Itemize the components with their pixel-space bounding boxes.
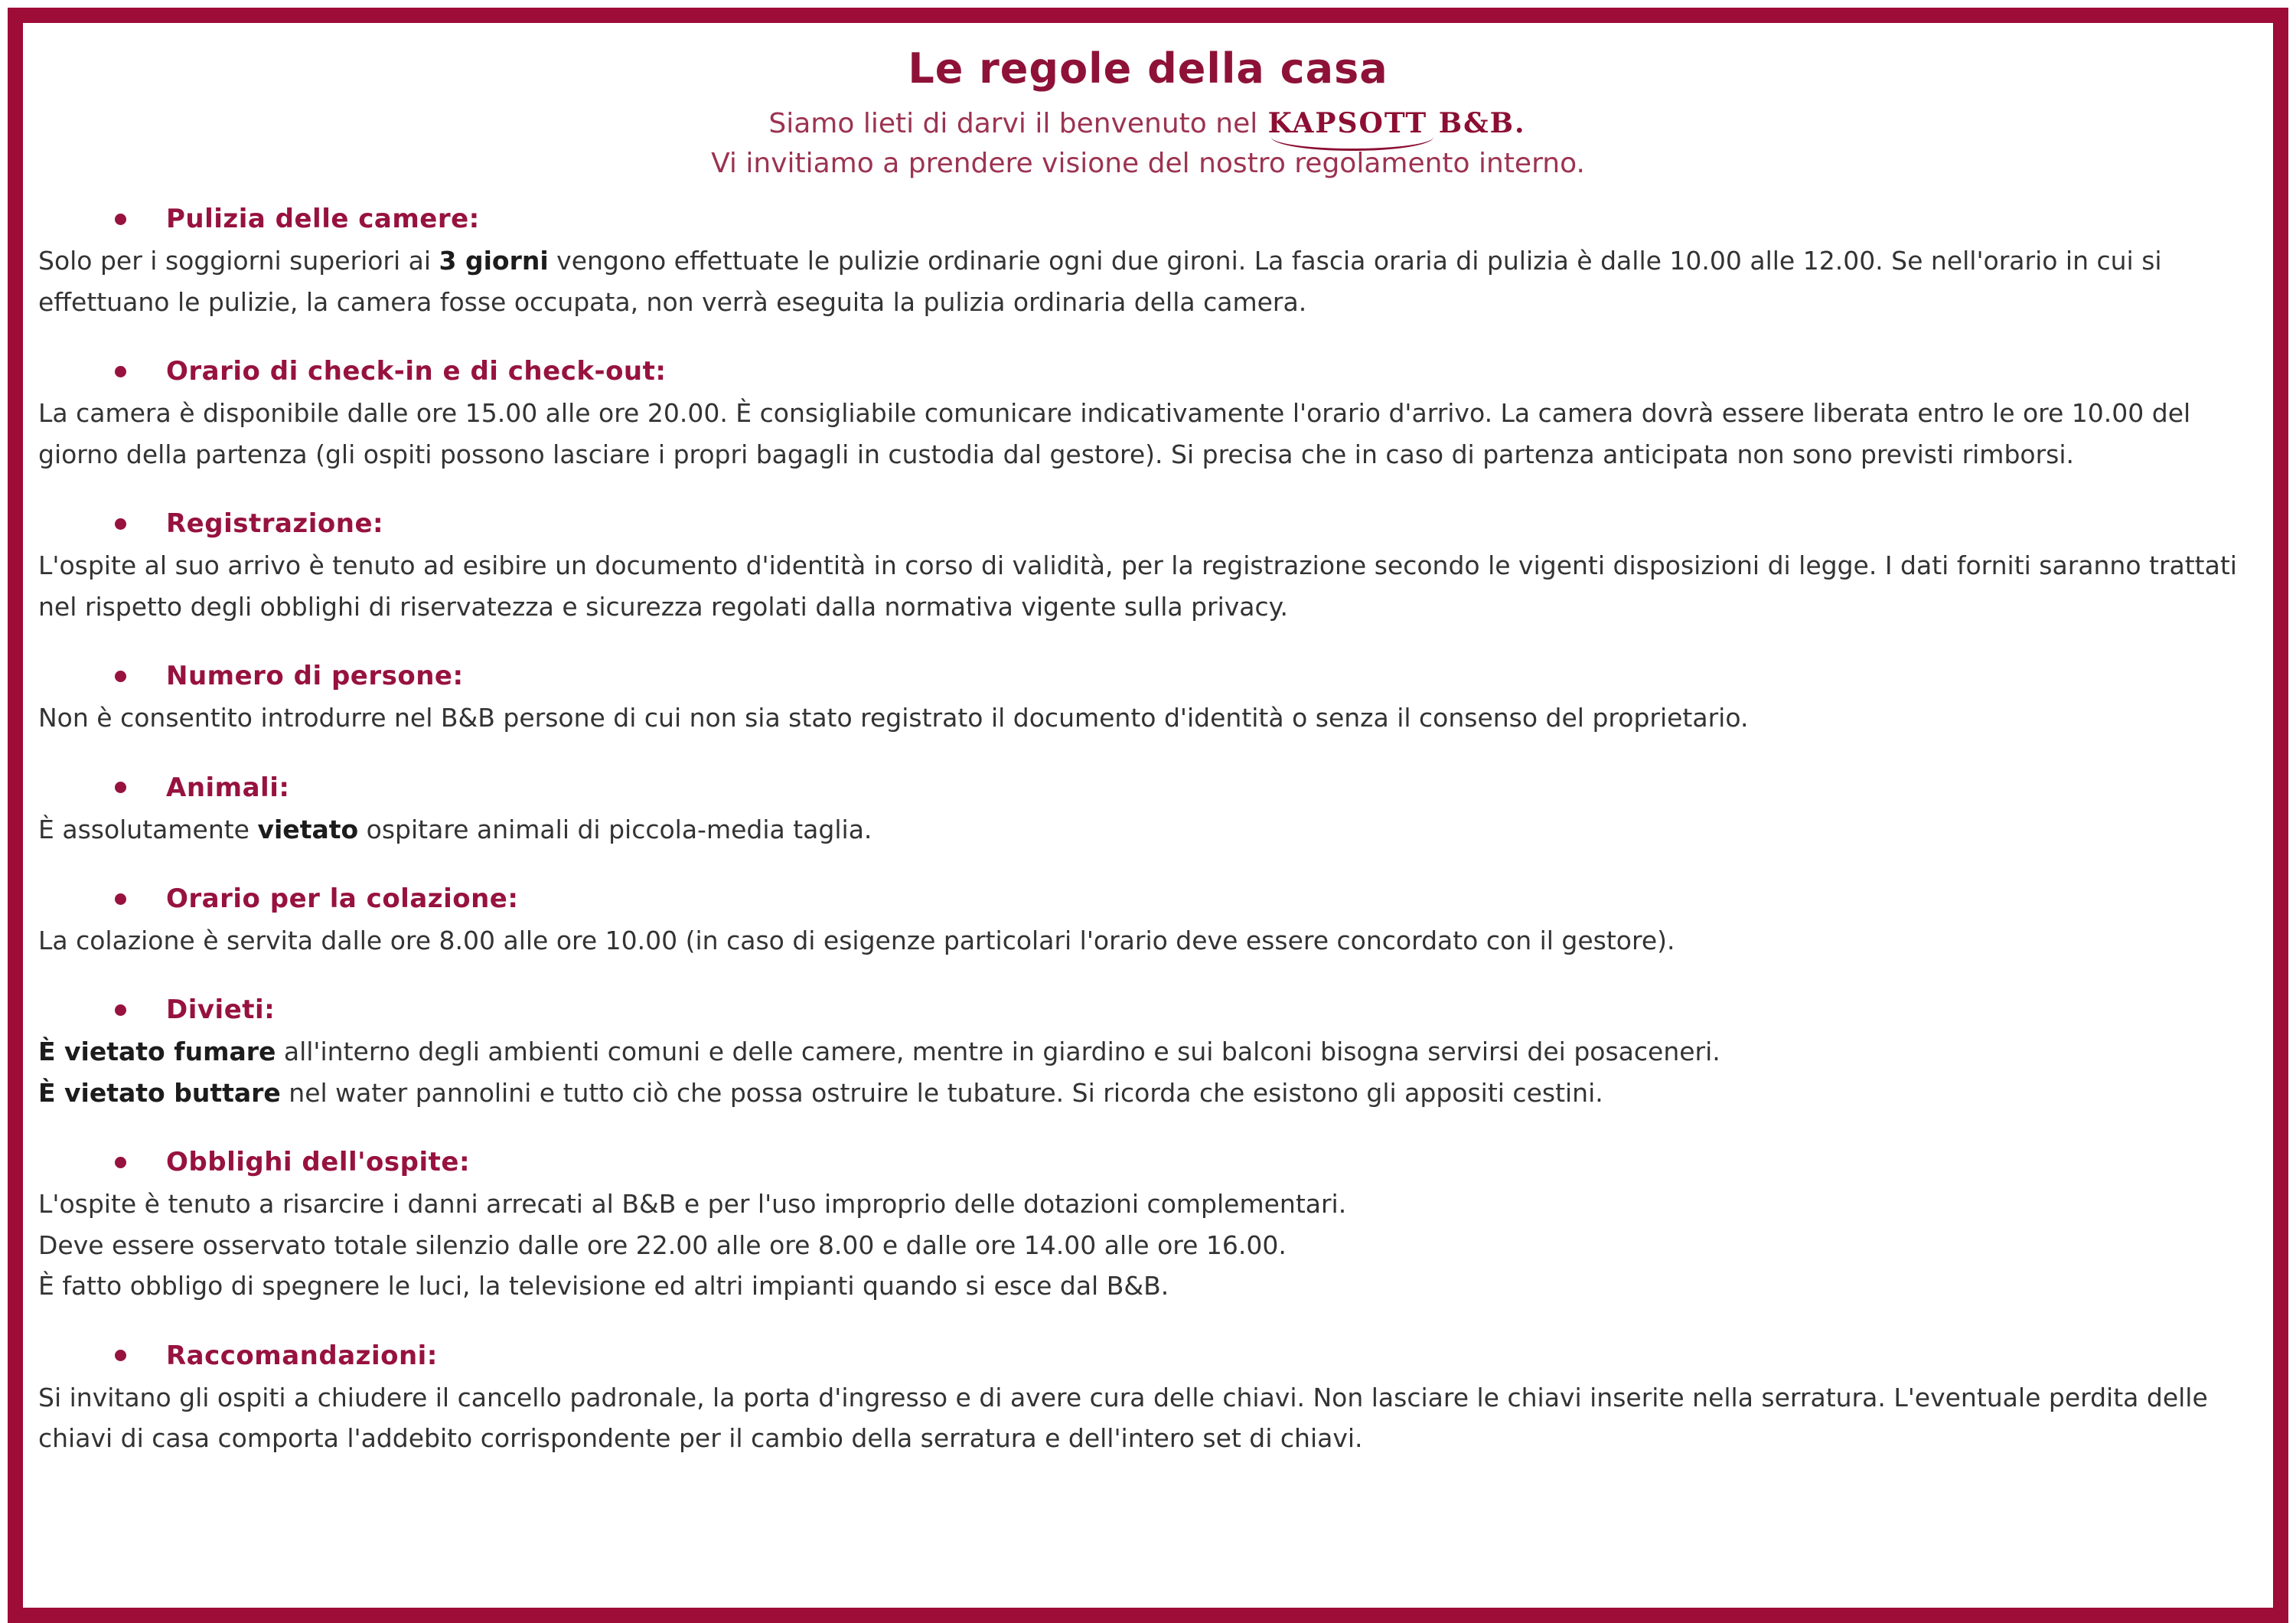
welcome-line-1 — [38, 103, 2258, 144]
section-paragraph — [38, 1184, 2258, 1224]
section-body — [38, 545, 2258, 627]
bullet-icon — [115, 1350, 126, 1361]
bullet-icon — [115, 214, 126, 225]
section-heading: Orario per la colazione: — [166, 883, 519, 914]
bold-text-run: 3 giorni — [439, 246, 549, 276]
bold-text-run: È vietato fumare — [38, 1037, 276, 1067]
section-header — [38, 204, 2258, 234]
section-heading: Raccomandazioni: — [166, 1340, 438, 1371]
section-body — [38, 1184, 2258, 1306]
section-paragraph — [38, 1377, 2258, 1459]
section-heading: Divieti: — [166, 994, 276, 1026]
welcome-text — [38, 103, 2258, 184]
section-paragraph — [38, 697, 2258, 738]
bold-text-run: vietato — [257, 814, 359, 844]
section-header — [38, 1147, 2258, 1177]
section-heading: Animali: — [166, 772, 290, 803]
maroon-frame-border — [8, 8, 2288, 1623]
welcome-prefix: Siamo lieti di darvi il benvenuto nel — [768, 108, 1267, 139]
text-run: ospitare animali di piccola-media taglia. — [358, 814, 872, 844]
text-run: La colazione è servita dalle ore 8.00 alle ore 10.00 (in caso di esigenze particolari l'orario deve essere concordato con il gestore). — [38, 926, 1675, 955]
text-run: È fatto obbligo di spegnere le luci, la televisione ed altri impianti quando si esce dal B&B. — [38, 1271, 1169, 1301]
bullet-icon — [115, 671, 126, 682]
section-header — [38, 508, 2258, 539]
rule-section — [38, 508, 2258, 627]
text-run: L'ospite è tenuto a risarcire i danni arrecati al B&B e per l'uso improprio delle dotazioni complementari. — [38, 1189, 1347, 1220]
section-body — [38, 809, 2258, 850]
rule-section — [38, 772, 2258, 850]
section-heading: Obblighi dell'ospite: — [166, 1147, 471, 1178]
text-run: L'ospite al suo arrivo è tenuto ad esibire un documento d'identità in corso di validità, per la registrazione secondo le vigenti disposizioni di legge. I dati forniti saranno trattati nel rispetto degli obblighi di riservatezza e sicurezza regolati dalla normativa vigente sulla privacy. — [38, 550, 2237, 622]
brand-suffix: B&B. — [1427, 107, 1526, 139]
section-paragraph — [38, 809, 2258, 850]
section-paragraph — [38, 1073, 2258, 1113]
rules-content — [23, 23, 2273, 1459]
section-body — [38, 393, 2258, 475]
rule-section — [38, 356, 2258, 475]
bold-text-run: È vietato buttare — [38, 1077, 281, 1108]
section-heading: Orario di check-in e di check-out: — [166, 356, 667, 387]
bullet-icon — [115, 366, 126, 377]
text-run: La camera è disponibile dalle ore 15.00 alle ore 20.00. È consigliabile comunicare indicativamente l'orario d'arrivo. La camera dovrà essere liberata entro le ore 10.00 del giorno della partenza (gli ospiti possono lasciare i propri bagagli in custodia dal gestore). Si precisa che in caso di partenza anticipata non sono previsti rimborsi. — [38, 398, 2191, 469]
section-header — [38, 356, 2258, 387]
brand-name: KAPSOTT — [1267, 107, 1428, 139]
welcome-line-2: Vi invitiamo a prendere visione del nostro regolamento interno. — [711, 148, 1585, 180]
rules-list — [38, 204, 2258, 1458]
bullet-icon — [115, 518, 126, 530]
rule-section — [38, 661, 2258, 738]
section-header — [38, 883, 2258, 914]
section-header — [38, 772, 2258, 803]
section-heading: Pulizia delle camere: — [166, 204, 480, 235]
text-run: Deve essere osservato totale silenzio dalle ore 22.00 alle ore 8.00 e dalle ore 14.00 alle ore 16.00. — [38, 1229, 1287, 1260]
section-body — [38, 1377, 2258, 1459]
section-header — [38, 994, 2258, 1025]
section-paragraph — [38, 1031, 2258, 1072]
text-run: È assolutamente — [38, 814, 258, 844]
section-heading: Registrazione: — [166, 508, 384, 540]
rule-section — [38, 1341, 2258, 1459]
section-body — [38, 240, 2258, 322]
section-header — [38, 661, 2258, 691]
text-run: all'interno degli ambienti comuni e delle camere, mentre in giardino e sui balconi bisogna servirsi dei posaceneri. — [276, 1037, 1720, 1067]
bullet-icon — [115, 782, 126, 793]
section-body — [38, 1031, 2258, 1113]
bullet-icon — [115, 893, 126, 905]
section-paragraph — [38, 545, 2258, 627]
section-paragraph — [38, 1225, 2258, 1265]
text-run: Si invitano gli ospiti a chiudere il cancello padronale, la porta d'ingresso e di avere cura delle chiavi. Non lasciare le chiavi inserite nella serratura. L'eventuale perdita delle chiavi di casa comporta l'addebito corrispondente per il cambio della serratura e dell'intero set di chiavi. — [38, 1382, 2208, 1454]
page-title: Le regole della casa — [908, 44, 1388, 93]
brand-logo — [1267, 103, 1528, 143]
text-run: Solo per i soggiorni superiori ai — [38, 246, 439, 276]
section-paragraph — [38, 393, 2258, 475]
text-run: vengono effettuate le pulizie ordinarie ogni due gironi. La fascia oraria di pulizia è dalle 10.00 alle 12.00. Se nell'orario in cui si effettuano le pulizie, la camera fosse occupata, non verrà eseguita la pulizia ordinaria della camera. — [38, 246, 2162, 317]
rule-section — [38, 204, 2258, 322]
bullet-icon — [115, 1157, 126, 1168]
section-body — [38, 697, 2258, 738]
rule-section — [38, 994, 2258, 1113]
section-body — [38, 920, 2258, 961]
section-paragraph — [38, 920, 2258, 961]
section-paragraph — [38, 1265, 2258, 1306]
section-header — [38, 1341, 2258, 1371]
rule-section — [38, 883, 2258, 961]
text-run: nel water pannolini e tutto ciò che possa ostruire le tubature. Si ricorda che esistono gli appositi cestini. — [280, 1077, 1603, 1108]
text-run: Non è consentito introdurre nel B&B persone di cui non sia stato registrato il documento d'identità o senza il consenso del proprietario. — [38, 703, 1749, 733]
section-paragraph — [38, 240, 2258, 322]
bullet-icon — [115, 1004, 126, 1016]
rule-section — [38, 1147, 2258, 1306]
section-heading: Numero di persone: — [166, 661, 464, 692]
